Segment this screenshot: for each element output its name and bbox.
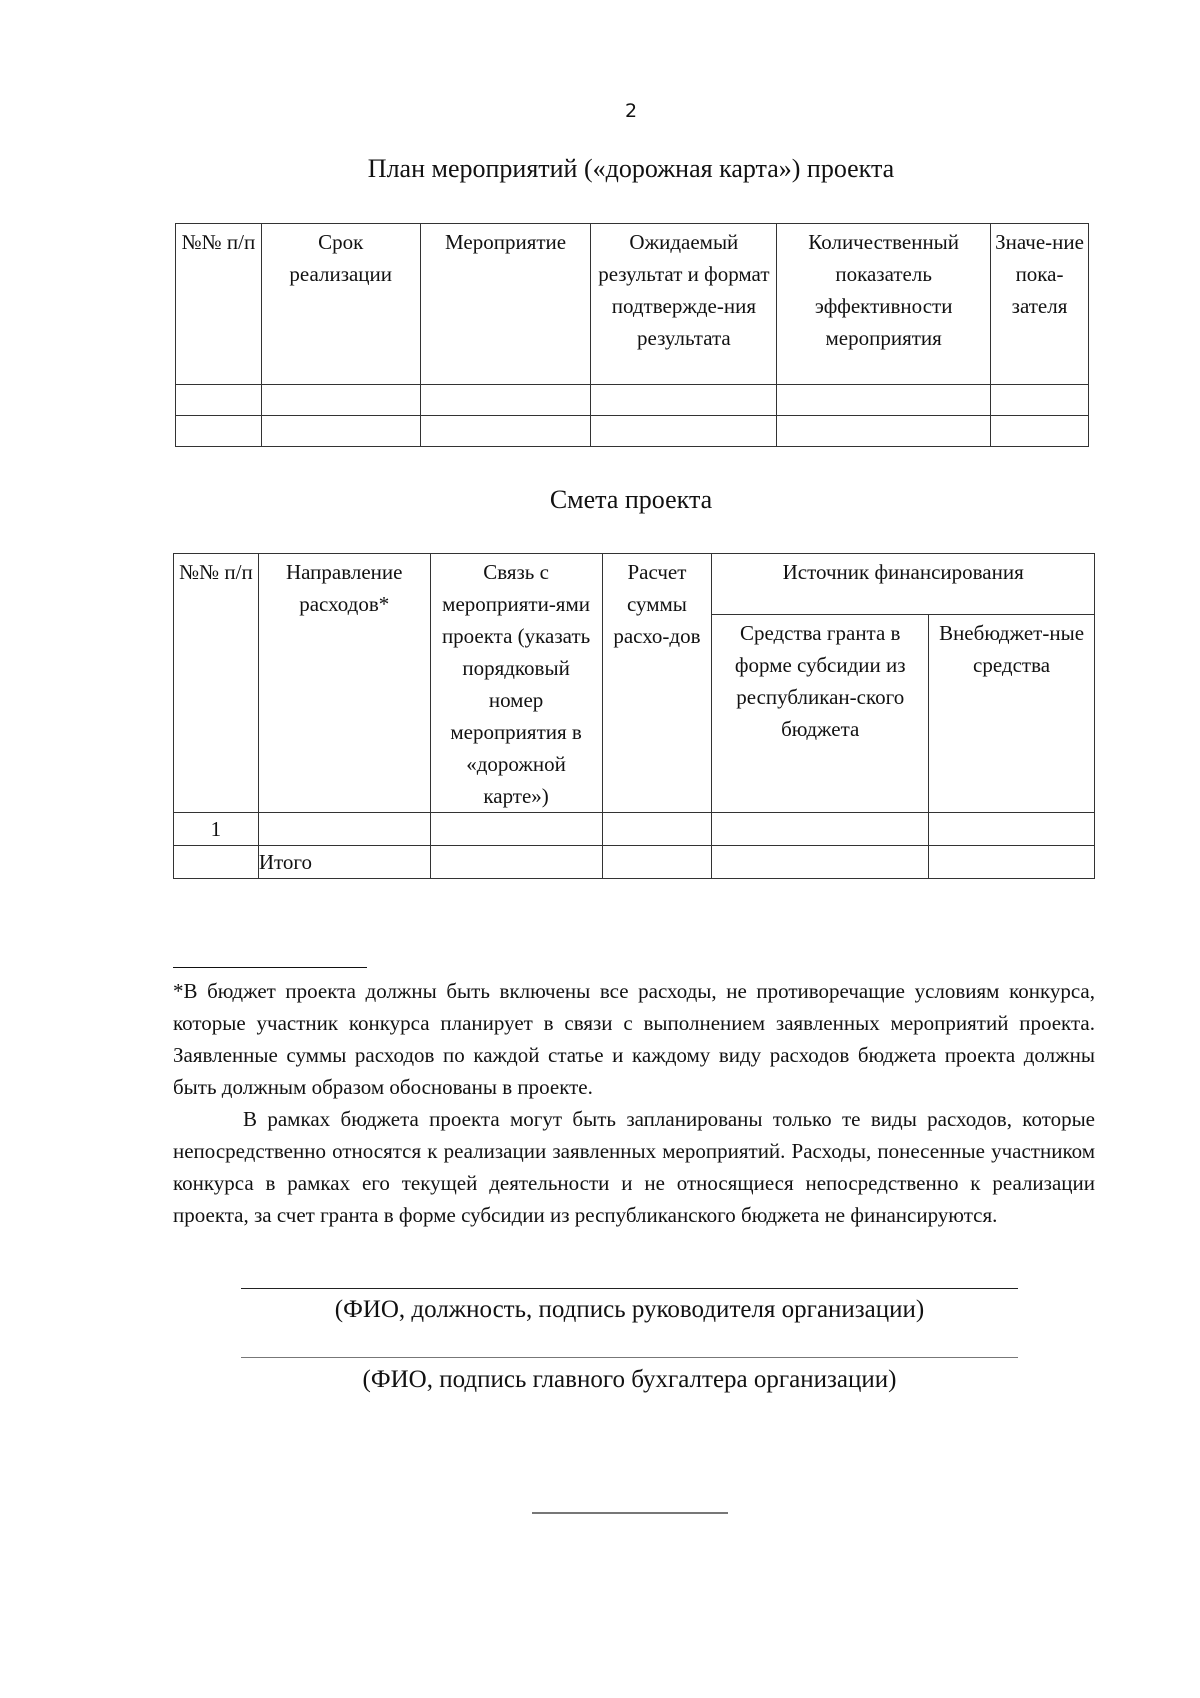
budget-header-extra: Внебюджет-ные средства xyxy=(929,615,1095,813)
table-cell[interactable] xyxy=(430,846,602,879)
page-number: 2 xyxy=(624,100,638,122)
table-cell[interactable] xyxy=(420,416,591,447)
budget-header-direction: Направление расходов* xyxy=(258,554,430,813)
table-cell[interactable] xyxy=(176,385,262,416)
roadmap-header-term: Срок реализации xyxy=(261,224,420,385)
budget-header-row xyxy=(174,554,1095,615)
roadmap-header-num: №№ п/п xyxy=(176,224,262,385)
table-cell-num: 1 xyxy=(174,813,259,846)
table-cell-num xyxy=(174,846,259,879)
table-cell[interactable] xyxy=(991,416,1089,447)
budget-header-calc: Расчет суммы расхо-дов xyxy=(602,554,712,813)
table-cell[interactable] xyxy=(176,416,262,447)
roadmap-header-row xyxy=(176,224,1089,385)
table-cell[interactable] xyxy=(712,813,929,846)
table-cell[interactable] xyxy=(602,846,712,879)
table-cell[interactable] xyxy=(929,813,1095,846)
table-row xyxy=(176,385,1089,416)
signature-label-head: (ФИО, должность, подпись руководителя организации) xyxy=(334,1296,925,1323)
table-cell[interactable] xyxy=(777,385,991,416)
budget-table xyxy=(173,553,1095,879)
roadmap-header-indicator: Количественный показатель эффективности мероприятия xyxy=(777,224,991,385)
table-cell[interactable] xyxy=(258,813,430,846)
end-divider xyxy=(532,1512,728,1514)
table-cell[interactable] xyxy=(261,416,420,447)
roadmap-table xyxy=(175,223,1089,447)
signature-line-accountant[interactable] xyxy=(241,1357,1018,1358)
table-cell[interactable] xyxy=(591,385,777,416)
budget-header-grant: Средства гранта в форме субсидии из республикан-ского бюджета xyxy=(712,615,929,813)
signature-label-accountant: (ФИО, подпись главного бухгалтера организации) xyxy=(362,1366,897,1393)
table-cell[interactable] xyxy=(430,813,602,846)
table-cell[interactable] xyxy=(712,846,929,879)
table-cell[interactable] xyxy=(777,416,991,447)
roadmap-header-result: Ожидаемый результат и формат подтвержде-ния результата xyxy=(591,224,777,385)
budget-header-num: №№ п/п xyxy=(174,554,259,813)
budget-header-link: Связь с мероприяти-ями проекта (указать порядковый номер мероприятия в «дорожной карте») xyxy=(430,554,602,813)
footnote-paragraph-2: В рамках бюджета проекта могут быть запланированы только те виды расходов, которые непосредственно относятся к реализации заявленных мероприятий. Расходы, понесенные участником конкурса в рамках его текущей деятельности и не относящиеся непосредственно к реализации проекта, за счет гранта в форме субсидии из республиканского бюджета не финансируются. xyxy=(173,1107,1095,1227)
budget-header-source: Источник финансирования xyxy=(712,554,1095,615)
table-cell[interactable] xyxy=(991,385,1089,416)
table-cell[interactable] xyxy=(929,846,1095,879)
total-label: Итого xyxy=(258,846,430,879)
table-cell[interactable] xyxy=(261,385,420,416)
table-cell[interactable] xyxy=(602,813,712,846)
table-row-total xyxy=(174,846,1095,879)
table-row xyxy=(174,813,1095,846)
table-row xyxy=(176,416,1089,447)
table-cell[interactable] xyxy=(420,385,591,416)
footnote xyxy=(173,975,1095,1231)
footnote-paragraph-1: *В бюджет проекта должны быть включены все расходы, не противоречащие условиям конкурса, которые участник конкурса планирует в связи с выполнением заявленных мероприятий проекта. Заявленные суммы расходов по каждой статье и каждому виду расходов бюджета проекта должны быть должным образом обоснованы в проекте. xyxy=(173,979,1095,1099)
table-cell[interactable] xyxy=(591,416,777,447)
roadmap-title: План мероприятий («дорожная карта») проекта xyxy=(367,154,895,183)
roadmap-header-activity: Мероприятие xyxy=(420,224,591,385)
roadmap-header-value: Значе-ние пока-зателя xyxy=(991,224,1089,385)
signature-line-head[interactable] xyxy=(241,1288,1018,1289)
budget-title: Смета проекта xyxy=(549,485,713,514)
footnote-divider xyxy=(173,967,367,968)
